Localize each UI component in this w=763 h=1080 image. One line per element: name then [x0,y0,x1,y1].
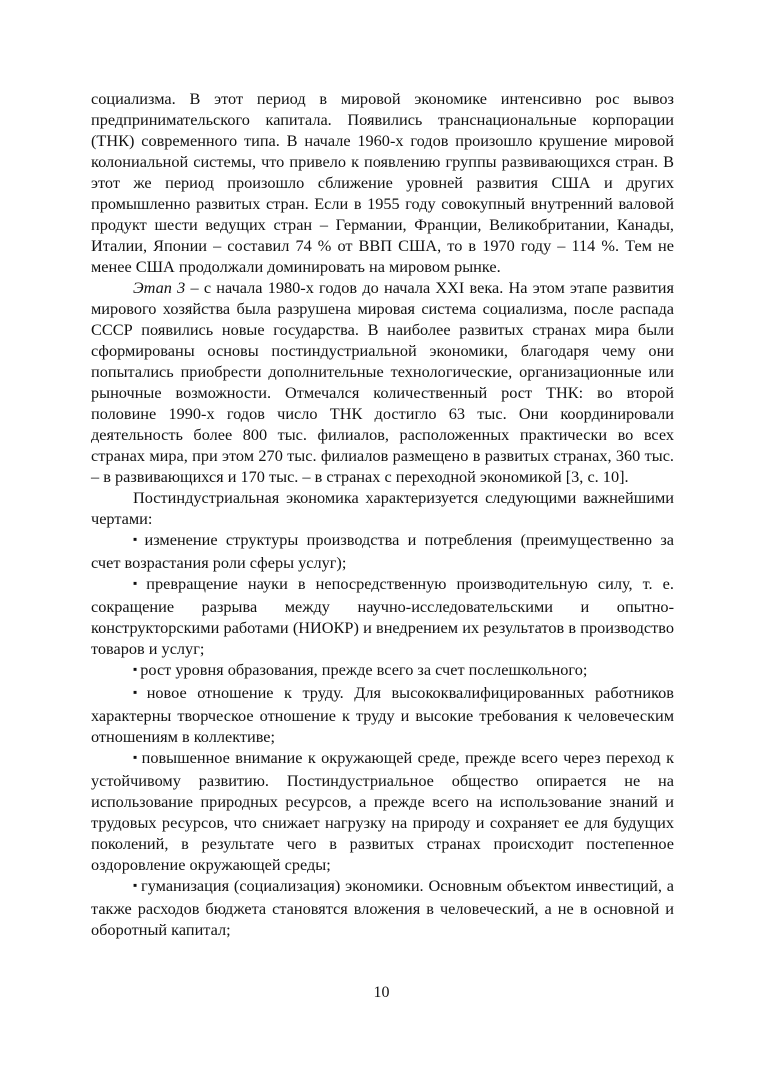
list-item [91,875,674,940]
list-item-text: превращение науки в непосредственную производительную силу, т. е. сокращение разрыва между научно-исследовательскими и опытно-конструкторскими работами (НИОКР) и внедрением их результатов в производство товаров и услуг; [91,574,674,658]
list-item-text: новое отношение к труду. Для высококвалифицированных работников характерны творческое отношение к труду и высокие требования к человеческим отношениям в коллективе; [91,683,674,746]
page-number: 10 [373,984,390,1001]
list-item [91,659,674,682]
list-item-text: гуманизация (социализация) экономики. Основным объектом инвестиций, а также расходов бюджета становятся вложения в человеческий, а не в основной и оборотный капитал; [91,876,674,939]
bullet-icon: ▪ [133,750,139,764]
list-item-text: рост уровня образования, прежде всего за счет послешкольного; [140,660,588,679]
bullet-icon: ▪ [133,532,142,546]
list-item-text: изменение структуры производства и потребления (преимущественно за счет возрастания роли сферы услуг); [91,530,674,572]
paragraph: социализма. В этот период в мировой экономике интенсивно рос вывоз предпринимательского капитала. Появились транснациональные корпорации (ТНК) современного типа. В начале 1960-х годов произошло крушение мировой колониальной системы, что привело к появлению группы развивающихся стран. В этот же период произошло сближение уровней развития США и других промышленно развитых стран. Если в 1955 году совокупный внутренний валовой продукт шести ведущих стран – Германии, Франции, Великобритании, Канады, Италии, Японии – составил 74 % от ВВП США, то в 1970 году – 114 %. Тем не менее США продолжали доминировать на мировом рынке. [91,89,674,276]
bullet-icon: ▪ [133,576,144,590]
bullet-icon: ▪ [133,685,144,699]
list-item-text: повышенное внимание к окружающей среде, прежде всего через переход к устойчивому развитию. Постиндустриальное общество опирается не на использование природных ресурсов, а прежде всего на использование знаний и трудовых ресурсов, что снижает нагрузку на природу и сохраняет ее для будущих поколений, в результате чего в развитых странах происходит постепенное оздоровление окружающей среды; [91,748,674,874]
list-item [91,573,674,659]
stage-text: – с начала 1980-х годов до начала XXI века. На этом этапе развития мирового хозяйства была разрушена мировая система социализма, после распада СССР появились новые государства. В наиболее развитых странах мира были сформированы основы постиндустриальной экономики, благодаря чему они попытались приобрести дополнительные технологические, организационные или рыночные возможности. Отмечался количественный рост ТНК: во второй половине 1990-х годов число ТНК достигло 63 тыс. Они координировали деятельность более 800 тыс. филиалов, расположенных практически во всех странах мира, при этом 270 тыс. филиалов размещено в развитых странах, 360 тыс. – в развивающихся и 170 тыс. – в странах с переходной экономикой [3, с. 10]. [91,278,674,486]
paragraph-stage-3 [91,277,674,487]
list-item [91,747,674,875]
bullet-icon: ▪ [133,878,139,892]
stage-label: Этап 3 [133,278,186,297]
list-item [91,682,674,747]
paragraph-intro-list: Постиндустриальная экономика характеризуется следующими важнейшими чертами: [91,488,674,528]
list-item [91,529,674,573]
bullet-icon: ▪ [133,662,138,676]
page-body [91,88,674,940]
